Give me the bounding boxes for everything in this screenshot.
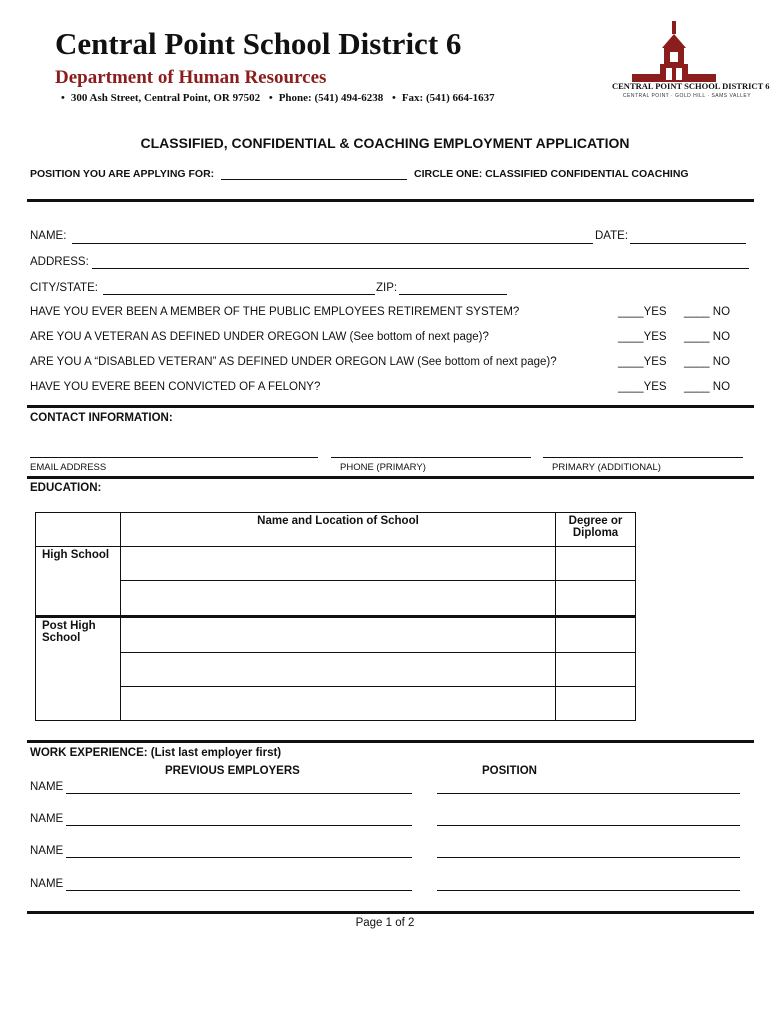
position-input[interactable] [221, 179, 407, 180]
email-input[interactable] [30, 457, 318, 458]
address-text: 300 Ash Street, Central Point, OR 97502 [70, 92, 261, 104]
logo-subtext: CENTRAL POINT · GOLD HILL · SAMS VALLEY [622, 93, 752, 99]
disabled-veteran-yes[interactable]: ____YES [618, 356, 667, 368]
section-divider [27, 476, 754, 479]
city-state-input[interactable] [103, 294, 375, 295]
page-number: Page 1 of 2 [355, 917, 415, 929]
logo-text: CENTRAL POINT SCHOOL DISTRICT 6 [612, 81, 770, 91]
employer-name-input-3[interactable] [66, 857, 412, 858]
question-veteran: ARE YOU A VETERAN AS DEFINED UNDER OREGON LAW (See bottom of next page)? [30, 331, 489, 343]
position-input-2[interactable] [437, 825, 740, 826]
section-divider [27, 911, 754, 914]
bullet: • [391, 92, 396, 104]
post-school-degree-cell-2[interactable] [556, 653, 636, 687]
name-label: NAME: [30, 230, 67, 242]
felony-no[interactable]: ____ NO [684, 381, 731, 393]
post-school-degree-cell-3[interactable] [556, 687, 636, 721]
employer-name-input-4[interactable] [66, 890, 412, 891]
employer-name-input-2[interactable] [66, 825, 412, 826]
pers-yes[interactable]: ____YES [618, 306, 667, 318]
felony-yes[interactable]: ____YES [618, 381, 667, 393]
education-heading: EDUCATION: [30, 482, 102, 494]
date-input[interactable] [630, 243, 746, 244]
phone-primary-label: PHONE (PRIMARY) [340, 462, 426, 473]
city-state-label: CITY/STATE: [30, 282, 98, 294]
degree-header: Degree or Diploma [556, 513, 636, 547]
circle-one-label: CIRCLE ONE: CLASSIFIED CONFIDENTIAL COACHING [414, 168, 689, 180]
zip-input[interactable] [399, 294, 507, 295]
address-input[interactable] [92, 268, 749, 269]
school-header: Name and Location of School [120, 513, 555, 547]
contact-line [55, 92, 495, 104]
bullet: • [61, 92, 65, 104]
high-school-name-cell-2[interactable] [120, 581, 555, 617]
veteran-yes[interactable]: ____YES [618, 331, 667, 343]
section-divider [27, 405, 754, 408]
post-school-name-cell-3[interactable] [120, 687, 555, 721]
position-label: POSITION YOU ARE APPLYING FOR: [30, 168, 215, 180]
phone-additional-label: PRIMARY (ADDITIONAL) [552, 462, 661, 473]
question-disabled-veteran: ARE YOU A “DISABLED VETERAN” AS DEFINED UNDER OREGON LAW (See bottom of next page)? [30, 356, 557, 368]
phone-text: Phone: (541) 494-6238 [278, 92, 384, 104]
department-title: Department of Human Resources [55, 67, 327, 88]
post-school-degree-cell-1[interactable] [556, 617, 636, 653]
question-pers: HAVE YOU EVER BEEN A MEMBER OF THE PUBLIC EMPLOYEES RETIREMENT SYSTEM? [30, 306, 520, 318]
name-input[interactable] [72, 243, 593, 244]
zip-label: ZIP: [376, 282, 398, 294]
address-label: ADDRESS: [30, 256, 89, 268]
question-felony: HAVE YOU EVERE BEEN CONVICTED OF A FELONY? [30, 381, 321, 393]
table-corner [36, 513, 121, 547]
education-table [35, 512, 636, 721]
post-school-name-cell-1[interactable] [120, 617, 555, 653]
position-row [30, 168, 689, 180]
employer-name-label-1: NAME [30, 781, 64, 793]
employer-name-label-3: NAME [30, 845, 64, 857]
position-input-3[interactable] [437, 857, 740, 858]
phone-additional-input[interactable] [543, 457, 743, 458]
work-heading: WORK EXPERIENCE: (List last employer first) [30, 747, 282, 759]
fax-text: Fax: (541) 664-1637 [401, 92, 495, 104]
position-header: POSITION [482, 765, 537, 777]
section-divider [27, 199, 754, 202]
position-input-4[interactable] [437, 890, 740, 891]
email-label: EMAIL ADDRESS [30, 462, 107, 473]
pers-no[interactable]: ____ NO [684, 306, 731, 318]
application-title: CLASSIFIED, CONFIDENTIAL & COACHING EMPLOYMENT APPLICATION [140, 135, 630, 151]
phone-primary-input[interactable] [331, 457, 531, 458]
post-high-school-label: Post High School [36, 617, 121, 721]
high-school-degree-cell-2[interactable] [556, 581, 636, 617]
post-school-name-cell-2[interactable] [120, 653, 555, 687]
high-school-name-cell-1[interactable] [120, 547, 555, 581]
employer-name-input-1[interactable] [66, 793, 412, 794]
veteran-no[interactable]: ____ NO [684, 331, 731, 343]
section-divider [27, 740, 754, 743]
district-logo [612, 18, 770, 108]
contact-heading: CONTACT INFORMATION: [30, 412, 173, 424]
bullet: • [268, 92, 273, 104]
high-school-degree-cell-1[interactable] [556, 547, 636, 581]
position-input-1[interactable] [437, 793, 740, 794]
employer-name-label-4: NAME [30, 878, 64, 890]
employer-name-label-2: NAME [30, 813, 64, 825]
disabled-veteran-no[interactable]: ____ NO [684, 356, 731, 368]
employers-header: PREVIOUS EMPLOYERS [165, 765, 300, 777]
date-label: DATE: [595, 230, 629, 242]
high-school-label: High School [36, 547, 121, 617]
district-title: Central Point School District 6 [55, 26, 462, 61]
